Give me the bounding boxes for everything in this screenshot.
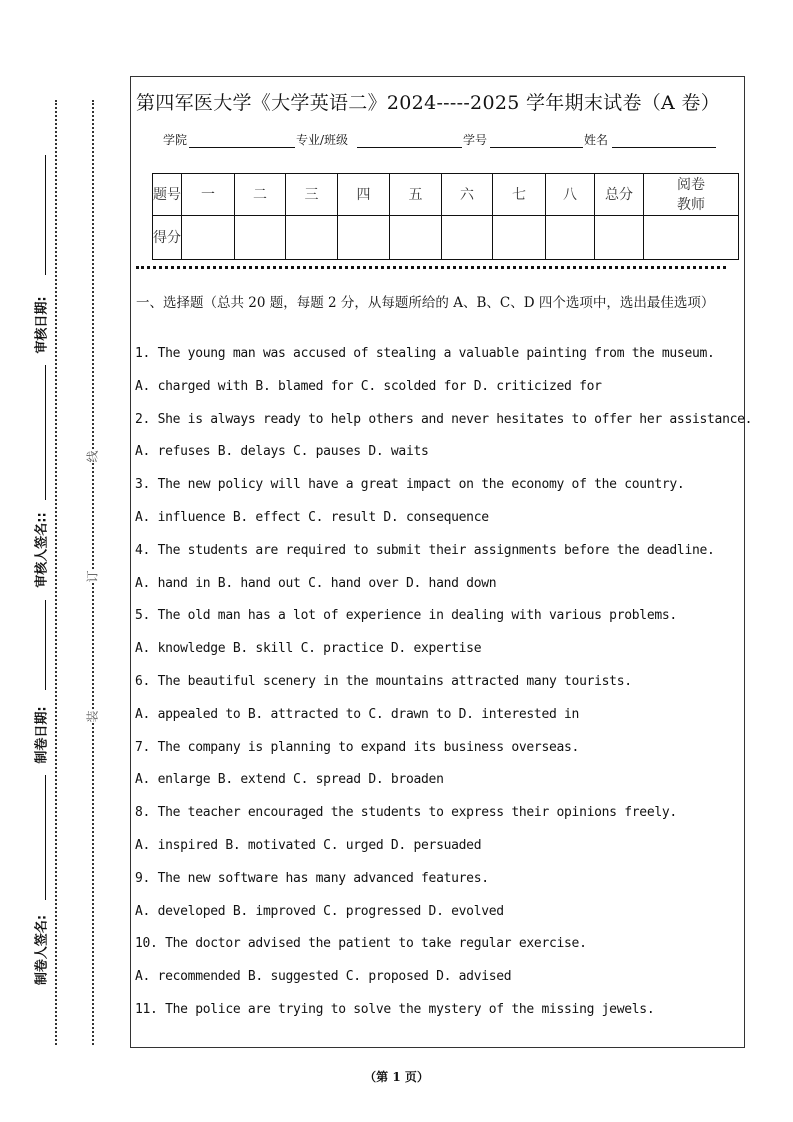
- answer-options: A. hand in B. hand out C. hand over D. hand down: [135, 575, 497, 591]
- question-text: 1. The young man was accused of stealing a valuable painting from the museum.: [135, 346, 715, 361]
- name-field[interactable]: [612, 147, 716, 148]
- question-text: 4. The students are required to submit their assignments before the deadline.: [135, 542, 715, 558]
- score-cell: [442, 216, 493, 260]
- reviewer-date-label: 审核日期:: [34, 296, 50, 354]
- question-text: 3. The new policy will have a great impact on the economy of the country.: [135, 477, 685, 493]
- score-table: [152, 173, 739, 260]
- reviewer-sign-line: [45, 365, 46, 500]
- separator-dotted-line: [136, 266, 726, 269]
- col-header: 三: [286, 174, 338, 216]
- col-header: 六: [442, 174, 493, 216]
- question-number-header: 题号: [153, 174, 182, 216]
- reviewer-date-line: [45, 155, 46, 275]
- name-label: 姓名: [584, 133, 609, 147]
- score-cell: [595, 216, 644, 260]
- score-cell: [182, 216, 235, 260]
- answer-options: A. appealed to B. attracted to C. drawn to D. interested in: [135, 706, 580, 722]
- col-header: 一: [182, 174, 235, 216]
- margin-mark-zhuang: 装: [85, 710, 100, 723]
- maker-sign-line: [45, 775, 46, 900]
- question-text: 7. The company is planning to expand its business overseas.: [135, 739, 580, 755]
- score-cell: [493, 216, 546, 260]
- answer-options: A. charged with B. blamed for C. scolded for D. criticized for: [135, 378, 602, 394]
- college-label: 学院: [163, 133, 188, 147]
- score-cell: [286, 216, 338, 260]
- col-header: 七: [493, 174, 546, 216]
- col-header: 阅卷教师: [644, 174, 739, 216]
- answer-options: A. enlarge B. extend C. spread D. broaden: [135, 772, 444, 788]
- col-header: 四: [338, 174, 390, 216]
- question-text: 8. The teacher encouraged the students to express their opinions freely.: [135, 805, 677, 821]
- question-text: 5. The old man has a lot of experience in dealing with various problems.: [135, 608, 677, 624]
- major-class-field[interactable]: [357, 147, 462, 148]
- maker-date-label: 制卷日期:: [34, 706, 50, 764]
- col-header: 二: [235, 174, 286, 216]
- question-text: 10. The doctor advised the patient to take regular exercise.: [135, 936, 587, 952]
- question-text: 11. The police are trying to solve the mystery of the missing jewels.: [135, 1002, 655, 1017]
- answer-options: A. refuses B. delays C. pauses D. waits: [135, 444, 429, 460]
- answer-options: A. recommended B. suggested C. proposed D. advised: [135, 969, 512, 985]
- student-id-label: 学号: [463, 133, 488, 147]
- col-header: 八: [546, 174, 595, 216]
- score-cell: [644, 216, 739, 260]
- answer-options: A. developed B. improved C. progressed D. evolved: [135, 903, 504, 919]
- page-title: 第四军医大学《大学英语二》2024-----2025 学年期末试卷（A 卷）: [136, 92, 721, 114]
- question-text: 6. The beautiful scenery in the mountains attracted many tourists.: [135, 674, 632, 689]
- maker-date-line: [45, 600, 46, 690]
- binding-dotted-line: [55, 100, 57, 1045]
- major-class-label: 专业/班级: [296, 133, 349, 147]
- section-heading: 一、选择题（总共 20 题，每题 2 分，从每题所给的 A、B、C、D 四个选项中，选出最佳选项）: [136, 295, 715, 311]
- answer-options: A. inspired B. motivated C. urged D. persuaded: [135, 838, 482, 853]
- answer-options: A. knowledge B. skill C. practice D. expertise: [135, 641, 482, 657]
- score-cell: [546, 216, 595, 260]
- reviewer-sign-label: 审核人签名::: [34, 512, 50, 588]
- page-number: （第 1 页）: [364, 1070, 429, 1084]
- student-id-field[interactable]: [490, 147, 583, 148]
- answer-options: A. influence B. effect C. result D. consequence: [135, 510, 489, 525]
- score-cell: [338, 216, 390, 260]
- score-row-header: 得分: [153, 216, 182, 260]
- col-header: 五: [390, 174, 442, 216]
- college-field[interactable]: [189, 147, 295, 148]
- col-header: 总分: [595, 174, 644, 216]
- margin-mark-xian: 线: [85, 450, 100, 463]
- score-cell: [390, 216, 442, 260]
- question-text: 9. The new software has many advanced features.: [135, 870, 489, 886]
- question-text: 2. She is always ready to help others and never hesitates to offer her assistance.: [135, 411, 753, 427]
- margin-mark-ding: 订: [85, 570, 100, 583]
- score-cell: [235, 216, 286, 260]
- maker-sign-label: 制卷人签名:: [34, 914, 50, 986]
